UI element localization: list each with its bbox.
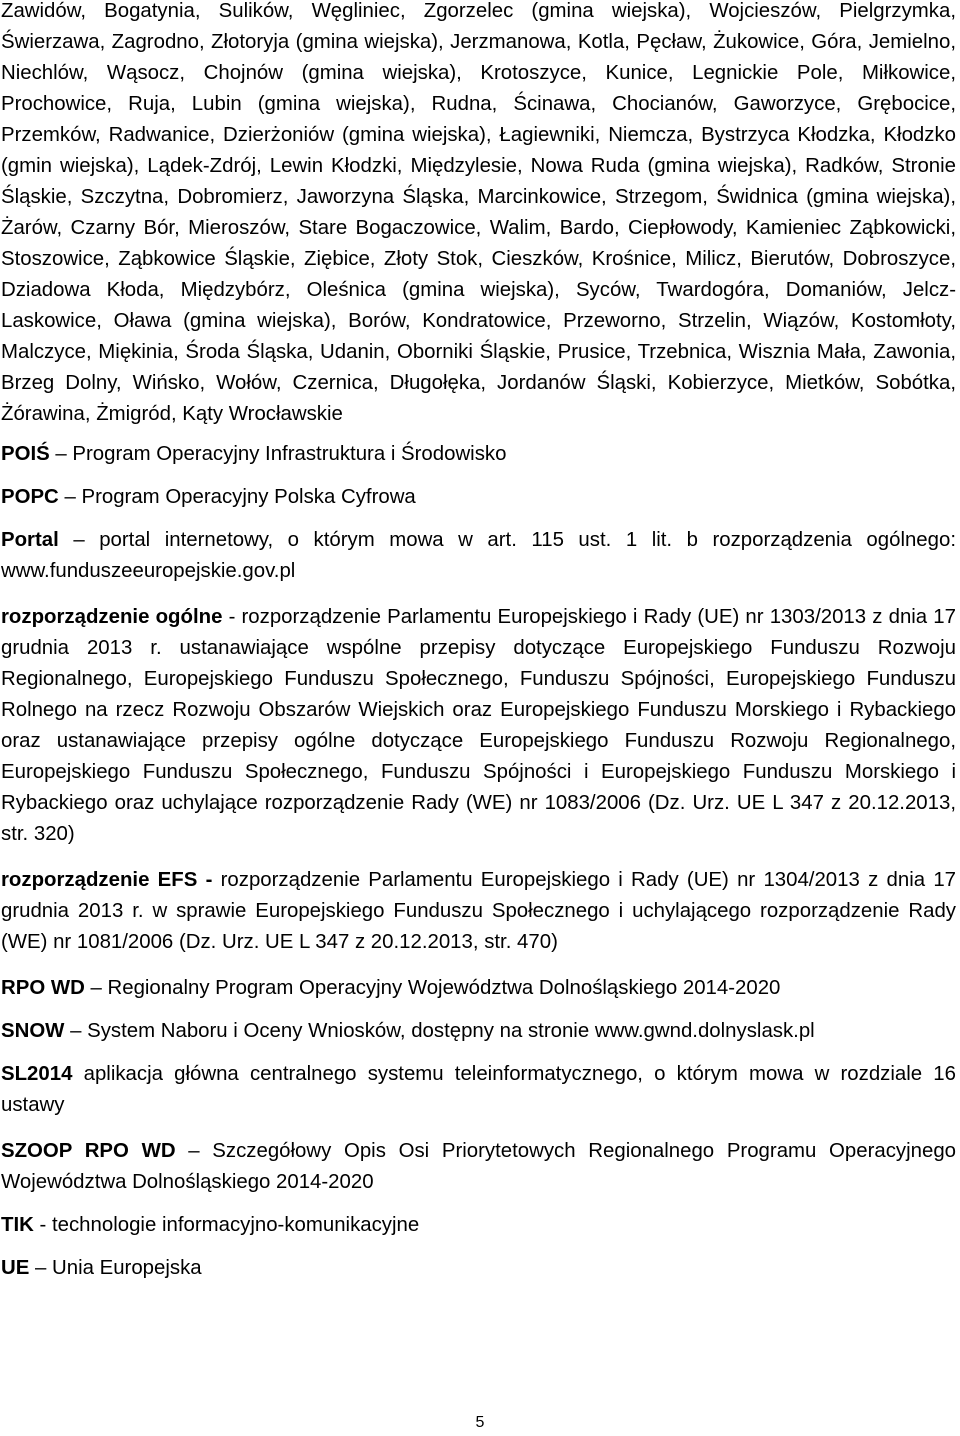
glossary-definition: – Program Operacyjny Polska Cyfrowa — [58, 486, 416, 508]
glossary-definition: – System Naboru i Oceny Wniosków, dostępny na stronie www.gwnd.dolnyslask.pl — [64, 1020, 815, 1042]
glossary-term: SL2014 — [1, 1063, 73, 1085]
glossary-term: UE — [1, 1257, 30, 1279]
glossary-definition: – Regionalny Program Operacyjny Województwa Dolnośląskiego 2014-2020 — [84, 977, 781, 999]
glossary-entry-sl2014 — [1, 1059, 956, 1121]
document-body — [1, 0, 956, 1296]
glossary-term: SNOW — [1, 1020, 65, 1042]
glossary-term: TIK — [1, 1214, 34, 1236]
glossary-entry-portal — [1, 525, 956, 587]
page-number: 5 — [475, 1414, 485, 1431]
glossary-entry-tik — [1, 1210, 956, 1241]
glossary-entry-szoop-rpo-wd — [1, 1136, 956, 1198]
municipality-list-paragraph: Zawidów, Bogatynia, Sulików, Węgliniec, Zgorzelec (gmina wiejska), Wojcieszów, Pielgrzymka, Świerzawa, Zagrodno, Złotoryja (gmina wiejska), Jerzmanowa, Kotla, Pęcław, Żukowice, Góra, Jemielno, Niechlów, Wąsocz, Chojnów (gmina wiejska), Krotoszyce, Kunice, Legnickie Pole, Miłkowice, Prochowice, Ruja, Lubin (gmina wiejska), Rudna, Ścinawa, Chocianów, Gaworzyce, Grębocice, Przemków, Radwanice, Dzierżoniów (gmina wiejska), Łagiewniki, Niemcza, Bystrzyca Kłodzka, Kłodzko (gmin wiejska), Lądek-Zdrój, Lewin Kłodzki, Międzylesie, Nowa Ruda (gmina wiejska), Radków, Stronie Śląskie, Szczytna, Dobromierz, Jaworzyna Śląska, Marcinkowice, Strzegom, Świdnica (gmina wiejska), Żarów, Czarny Bór, Mieroszów, Stare Bogaczowice, Walim, Bardo, Ciepłowody, Kamieniec Ząbkowicki, Stoszowice, Ząbkowice Śląskie, Ziębice, Złoty Stok, Cieszków, Krośnice, Milicz, Bierutów, Dobroszyce, Dziadowa Kłoda, Międzybórz, Oleśnica (gmina wiejska), Syców, Twardogóra, Domaniów, Jelcz-Laskowice, Oława (gmina wiejska), Borów, Kondratowice, Przeworno, Strzelin, Wiązów, Kostomłoty, Malczyce, Miękinia, Środa Śląska, Udanin, Oborniki Śląskie, Prusice, Trzebnica, Wisznia Mała, Zawonia, Brzeg Dolny, Wińsko, Wołów, Czernica, Długołęka, Jordanów Śląski, Kobierzyce, Mietków, Sobótka, Żórawina, Żmigród, Kąty Wrocławskie — [1, 0, 956, 425]
glossary-term: rozporządzenie EFS - — [1, 869, 213, 891]
glossary-term: rozporządzenie ogólne — [1, 606, 223, 628]
glossary-term: Portal — [1, 529, 59, 551]
glossary-definition: rozporządzenie Parlamentu Europejskiego i Rady (UE) nr 1304/2013 z dnia 17 grudnia 2013 r. w sprawie Europejskiego Funduszu Społecznego i uchylającego rozporządzenie Rady (WE) nr 1081/2006 (Dz. Urz. UE L 347 z 20.12.2013, str. 470) — [1, 869, 957, 953]
glossary-definition: – Unia Europejska — [29, 1257, 202, 1279]
glossary-term: POIŚ — [1, 443, 50, 465]
glossary-term: SZOOP RPO WD — [1, 1140, 176, 1162]
glossary-definition: – Program Operacyjny Infrastruktura i Środowisko — [49, 443, 507, 465]
glossary-entry-poiś — [1, 439, 956, 470]
glossary-entry-snow — [1, 1016, 956, 1047]
glossary-term: POPC — [1, 486, 59, 508]
glossary-definition: aplikacja główna centralnego systemu teleinformatycznego, o którym mowa w rozdziale 16 ustawy — [1, 1063, 956, 1116]
glossary-definition: - technologie informacyjno-komunikacyjne — [33, 1214, 420, 1236]
glossary-definition: – portal internetowy, o którym mowa w art. 115 ust. 1 lit. b rozporządzenia ogólnego: www.funduszeeuropejskie.gov.pl — [1, 529, 956, 582]
glossary-entry-rozporzadzenie-efs — [1, 865, 956, 958]
glossary-entry-popc — [1, 482, 956, 513]
glossary-definition: – Szczegółowy Opis Osi Priorytetowych Regionalnego Programu Operacyjnego Województwa Dolnośląskiego 2014-2020 — [1, 1140, 957, 1193]
glossary-entry-rpo-wd — [1, 973, 956, 1004]
glossary-definition: - rozporządzenie Parlamentu Europejskiego i Rady (UE) nr 1303/2013 z dnia 17 grudnia 2013 r. ustanawiające wspólne przepisy dotyczące Europejskiego Funduszu Rozwoju Regionalnego, Europejskiego Funduszu Społecznego, Funduszu Spójności, Europejskiego Funduszu Rolnego na rzecz Rozwoju Obszarów Wiejskich oraz Europejskiego Funduszu Morskiego i Rybackiego oraz ustanawiające przepisy ogólne dotyczące Europejskiego Funduszu Rozwoju Regionalnego, Europejskiego Funduszu Społecznego, Funduszu Spójności i Europejskiego Funduszu Morskiego i Rybackiego oraz uchylające rozporządzenie Rady (WE) nr 1083/2006 (Dz. Urz. UE L 347 z 20.12.2013, str. 320) — [1, 606, 956, 845]
glossary-term: RPO WD — [1, 977, 85, 999]
glossary-entry-rozporzadzenie-ogolne — [1, 602, 956, 850]
glossary-entry-ue — [1, 1253, 956, 1284]
